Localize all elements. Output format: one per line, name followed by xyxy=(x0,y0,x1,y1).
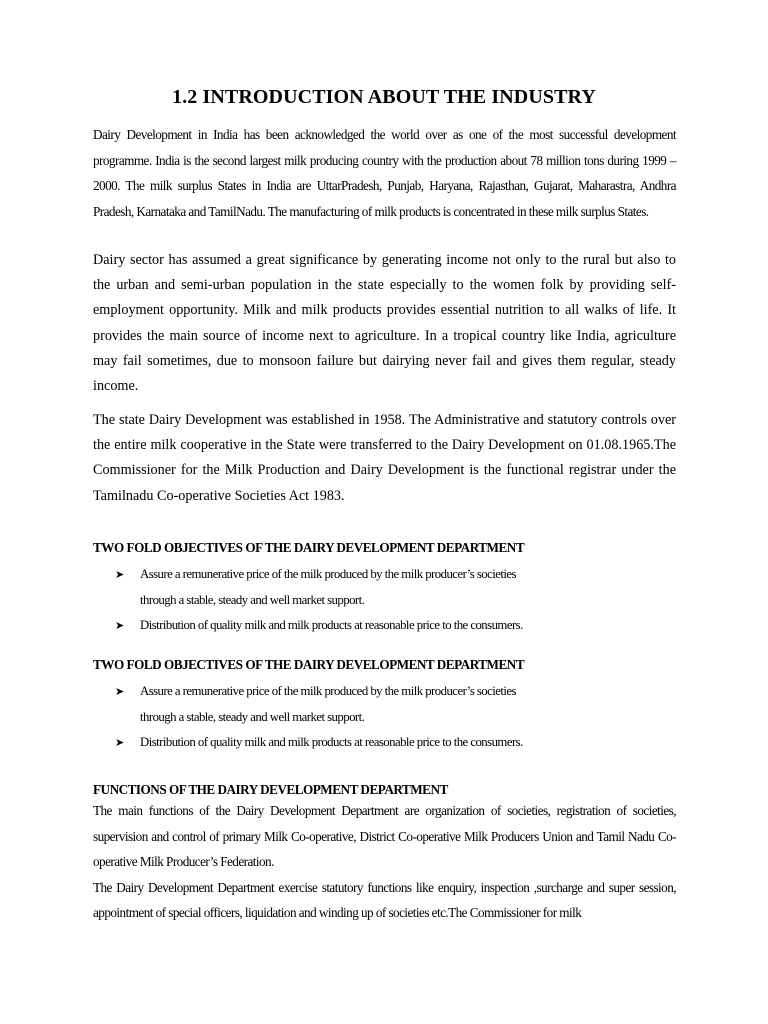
intro-paragraph-2: Dairy sector has assumed a great significance by generating income not only to the rural but also to the urban and semi-urban population in the state especially to the women folk by providing self-employment opportunity. Milk and milk products provides essential nutrition to all walks of life. It provides the main source of income next to agriculture. In a tropical country like India, agriculture may fail sometimes, due to monsoon failure but dairying never fail and gives them regular, steady income. xyxy=(93,252,676,395)
functions-heading: FUNCTIONS OF THE DAIRY DEVELOPMENT DEPARTMENT xyxy=(93,782,448,797)
list-item xyxy=(93,613,676,639)
intro-paragraph-1: Dairy Development in India has been acknowledged the world over as one of the most successful development programme. India is the second largest milk producing country with the production about 78 million tons during 1999 – 2000. The milk surplus States in India are UttarPradesh, Punjab, Haryana, Rajasthan, Gujarat, Maharastra, Andhra Pradesh, Karnataka and TamilNadu. The manufacturing of milk products is concentrated in these milk surplus States. xyxy=(93,127,676,219)
page-title: 1.2 INTRODUCTION ABOUT THE INDUSTRY xyxy=(172,86,596,108)
arrowhead-bullet-icon: ➤ xyxy=(115,685,125,698)
objectives-section-1 xyxy=(93,540,676,639)
objectives-section-2 xyxy=(93,657,676,756)
bullet-text-continued: through a stable, steady and well market support. xyxy=(140,709,365,724)
arrowhead-bullet-icon: ➤ xyxy=(115,619,125,632)
functions-section xyxy=(93,782,676,926)
list-item xyxy=(93,562,676,613)
objectives-heading: TWO FOLD OBJECTIVES OF THE DAIRY DEVELOPMENT DEPARTMENT xyxy=(93,657,525,672)
list-item xyxy=(93,730,676,756)
arrowhead-bullet-icon: ➤ xyxy=(115,568,125,581)
intro-paragraph-3: The state Dairy Development was established in 1958. The Administrative and statutory controls over the entire milk cooperative in the State were transferred to the Dairy Development on 01.08.1965.The Commissioner for the Milk Production and Dairy Development is the functional registrar under the Tamilnadu Co-operative Societies Act 1983. xyxy=(93,412,676,504)
bullet-text: Distribution of quality milk and milk products at reasonable price to the consumers. xyxy=(140,735,523,749)
list-item xyxy=(93,679,676,730)
bullet-text-continued: through a stable, steady and well market support. xyxy=(140,592,365,607)
arrowhead-bullet-icon: ➤ xyxy=(115,736,125,749)
functions-paragraph-2: The Dairy Development Department exercise statutory functions like enquiry, inspection ,surcharge and super session, appointment of special officers, liquidation and winding up of societies etc.The Commissioner for milk xyxy=(93,879,676,920)
bullet-text: Assure a remunerative price of the milk produced by the milk producer’s societies xyxy=(140,567,516,581)
bullet-text: Assure a remunerative price of the milk produced by the milk producer’s societies xyxy=(140,684,516,698)
objectives-heading: TWO FOLD OBJECTIVES OF THE DAIRY DEVELOPMENT DEPARTMENT xyxy=(93,540,525,555)
bullet-text: Distribution of quality milk and milk products at reasonable price to the consumers. xyxy=(140,618,523,632)
objectives-list xyxy=(93,679,676,756)
objectives-list xyxy=(93,562,676,639)
functions-paragraph-1: The main functions of the Dairy Development Department are organization of societies, registration of societies, supervision and control of primary Milk Co-operative, District Co-operative Milk Producers Union and Tamil Nadu Co-operative Milk Producer’s Federation. xyxy=(93,803,676,869)
